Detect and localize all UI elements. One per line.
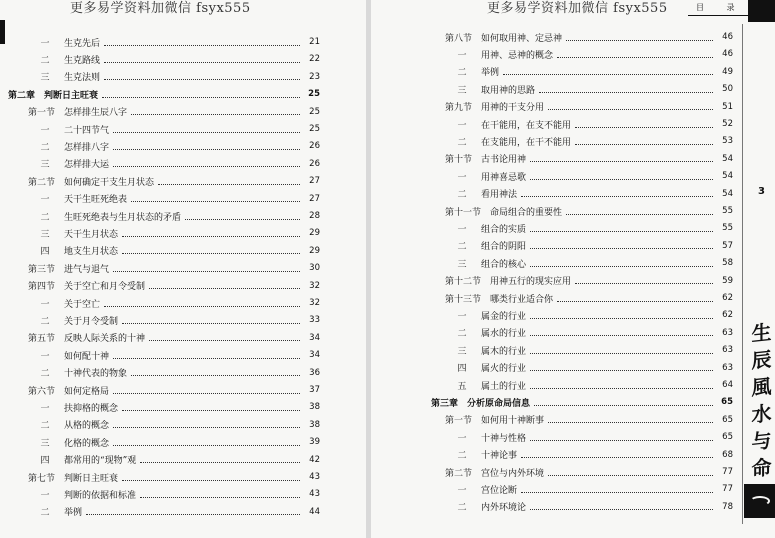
toc-entry-title: 属金的行业 [481,311,527,322]
dot-leader [575,127,713,128]
toc-entry-page: 57 [722,240,733,251]
toc-entry-page: 64 [722,380,733,390]
toc-entry-number: 二 [40,142,50,153]
toc-entry-title: 生克法则 [64,73,101,84]
toc-entry-page: 34 [309,332,320,343]
toc-entry-number: 三 [40,160,50,171]
toc-entry-number: 一 [457,311,467,322]
toc-entry [28,278,320,294]
dot-leader [140,497,300,498]
dot-leader [548,422,713,423]
toc-entry-title: 第九节 用神的干支分用 [445,103,545,114]
dot-leader [548,109,713,110]
toc-entry-title: 关于空亡 [64,299,101,310]
toc-entry-title: 从格的概念 [64,421,110,432]
toc-entry-number: 二 [40,55,50,66]
toc-entry [453,238,733,254]
toc-entry [36,191,320,207]
dot-leader [530,266,713,267]
dot-leader [102,97,300,98]
side-divider-line [742,24,743,524]
dot-leader [131,375,300,376]
toc-entry-page: 62 [722,293,733,303]
toc-entry [453,220,733,236]
dot-leader [104,306,300,307]
corner-tab-decoration [748,0,775,22]
toc-entry-page: 58 [722,258,733,269]
dot-leader [122,410,300,411]
dot-leader [557,57,713,58]
toc-entry [36,225,320,241]
toc-entry-page: 54 [722,153,733,164]
toc-entry [453,325,733,341]
toc-entry-page: 68 [722,449,733,460]
toc-entry-page: 51 [722,101,733,112]
dot-leader [530,179,713,180]
toc-entry-number: 一 [457,433,467,444]
toc-entry [445,203,733,219]
dot-leader [539,92,713,93]
dot-leader [530,370,713,371]
toc-entry-page: 21 [309,37,320,47]
dot-leader [530,509,713,510]
toc-entry-page: 28 [309,211,320,221]
toc-entry-page: 54 [722,171,733,182]
dot-leader [566,214,713,215]
toc-entry [453,64,733,80]
toc-entry-title: 十神与性格 [481,433,527,444]
toc-entry-number: 一 [457,120,467,131]
toc-entry-number: 一 [40,38,50,49]
toc-entry-page: 38 [309,402,320,413]
toc-entry-title: 举例 [481,68,500,79]
toc-entry [453,481,733,497]
toc-entry-page: 25 [309,124,320,134]
toc-entry-page: 46 [722,49,733,60]
toc-entry [453,447,733,463]
toc-entry [36,347,320,363]
toc-entry-number: 二 [40,316,50,327]
toc-entry-number: 四 [457,364,467,375]
toc-entry [453,255,733,271]
toc-entry-title: 天干生月状态 [64,229,119,240]
toc-entry-page: 25 [309,106,320,117]
toc-entry-number: 三 [457,346,467,357]
toc-entry [36,243,320,259]
toc-entry [445,151,733,167]
toc-entry-number: 二 [40,421,50,432]
dot-leader [530,335,713,336]
toc-entry-number: 二 [457,68,467,79]
toc-entry-title: 第一节 如何用十神断事 [445,416,545,427]
toc-entry [445,99,733,115]
dot-leader [149,340,300,341]
toc-entry-number: 二 [40,508,50,519]
dot-leader [158,184,300,185]
toc-entry [453,116,733,132]
toc-entry-title: 第八节 如何取用神、定忌神 [445,33,563,44]
toc-entry [36,156,320,172]
toc-entry-title: 第七节 判断日主旺衰 [28,473,119,484]
toc-entry-page: 78 [722,501,733,512]
toc-entry-title: 第二节 宫位与内外环境 [445,468,545,479]
toc-entry-title: 组合的阴阳 [481,242,527,253]
dot-leader [521,196,713,197]
toc-entry-title: 属木的行业 [481,346,527,357]
toc-entry [453,168,733,184]
toc-entry-page: 39 [309,437,320,448]
watermark-text: 更多易学资料加微信 fsyx555 [70,1,251,16]
toc-entry [36,399,320,415]
toc-entry-title: 第十二节 用神五行的现实应用 [445,277,572,288]
toc-entry-title: 在支能用，在干不能用 [481,137,572,148]
toc-entry [36,208,320,224]
toc-entry-title: 生克路线 [64,55,101,66]
toc-entry-page: 26 [309,158,320,169]
dot-leader [104,62,300,63]
toc-entry-page: 32 [309,298,320,308]
toc-entry-page: 65 [721,397,733,408]
toc-entry-title: 属火的行业 [481,364,527,375]
dot-leader [530,440,713,441]
toc-entry [36,312,320,328]
dot-leader [113,393,300,394]
toc-entry-page: 27 [309,176,320,187]
ornament-icon [744,484,775,518]
toc-entry-page: 55 [722,223,733,234]
dot-leader [104,79,300,80]
toc-entry-title: 地支生月状态 [64,247,119,258]
toc-entry [445,464,733,480]
toc-entry [36,34,320,50]
toc-entry [453,81,733,97]
toc-entry [36,452,320,468]
toc-entry-page: 59 [722,275,733,286]
toc-entry-title: 第三节 进气与退气 [28,264,110,275]
dot-leader [534,405,713,406]
toc-entry-number: 三 [457,259,467,270]
toc-entry [36,51,320,67]
toc-entry-page: 43 [309,489,320,500]
toc-entry-title: 怎样排八字 [64,142,110,153]
toc-entry-title: 生旺死绝表与生月状态的矛盾 [64,212,182,223]
toc-entry-title: 十神代表的物象 [64,369,128,380]
left-page [0,0,366,538]
dot-leader [521,492,713,493]
toc-entry [36,138,320,154]
toc-entry [453,307,733,323]
toc-entry-number: 五 [457,381,467,392]
toc-entry-title: 属水的行业 [481,329,527,340]
toc-entry-page: 23 [309,71,320,82]
toc-entry-title: 第十一节 命局组合的重要性 [445,207,563,218]
toc-entry-page: 36 [309,367,320,378]
toc-entry-title: 第五节 反映人际关系的十神 [28,334,146,345]
toc-entry-title: 第四节 关于空亡和月令受制 [28,282,146,293]
toc-entry-title: 第三章 分析原命局信息 [431,398,531,409]
toc-entry-page: 46 [722,32,733,42]
calligraphy-char: 生 [751,319,772,347]
toc-entry [36,69,320,85]
dot-leader [122,253,300,254]
dot-leader [521,457,713,458]
toc-entry-title: 在干能用，在支不能用 [481,120,572,131]
toc-entry-number: 二 [457,329,467,340]
toc-entry-number: 一 [40,351,50,362]
toc-entry-number: 一 [457,172,467,183]
dot-leader [530,353,713,354]
toc-entry-number: 二 [457,242,467,253]
dot-leader [185,219,300,220]
dot-leader [131,201,300,202]
toc-entry [453,133,733,149]
toc-entry [36,295,320,311]
toc-entry-title: 第十三节 哪类行业适合你 [445,294,554,305]
toc-entry-number: 三 [40,229,50,240]
toc-entry-title: 宫位论断 [481,485,518,496]
dot-leader [104,45,300,46]
toc-entry [28,104,320,120]
toc-entry-title: 举例 [64,508,83,519]
toc-entry-page: 54 [722,188,733,199]
calligraphy-char: 与 [751,427,772,455]
toc-entry [453,377,733,393]
toc-entry-title: 关于月令受制 [64,316,119,327]
toc-entry-page: 42 [309,454,320,465]
dot-leader [113,445,300,446]
toc-entry [36,486,320,502]
toc-entry-page: 43 [309,472,320,482]
toc-entry [453,46,733,62]
toc-entry [28,330,320,346]
toc-entry [28,382,320,398]
toc-entry-title: 扶抑格的概念 [64,403,119,414]
toc-entry-number: 四 [40,247,50,258]
toc-entry-number: 一 [40,299,50,310]
page-number: 3 [758,186,765,197]
toc-entry-page: 63 [722,327,733,338]
dot-leader [113,132,300,133]
dot-leader [566,40,713,41]
toc-entry-page: 26 [309,141,320,152]
calligraphy-char: 命 [751,454,772,482]
dot-leader [122,323,300,324]
toc-entry-number: 二 [40,212,50,223]
toc-entry-title: 用神、忌神的概念 [481,50,554,61]
toc-entry [453,186,733,202]
side-calligraphy-title [748,319,775,511]
toc-entry-page: 53 [722,136,733,147]
toc-entry-title: 第十节 古书论用神 [445,155,527,166]
toc-entry [36,417,320,433]
toc-entry-number: 一 [457,224,467,235]
dot-leader [530,388,713,389]
toc-entry-page: 22 [309,54,320,65]
calligraphy-char: 水 [751,400,772,428]
toc-entry [445,29,733,45]
toc-entry-page: 32 [309,280,320,291]
dot-leader [530,318,713,319]
toc-entry-number: 一 [40,125,50,136]
toc-entry-page: 65 [722,432,733,443]
toc-entry-number: 二 [457,503,467,514]
toc-entry-title: 取用神的思路 [481,85,536,96]
toc-entry [36,365,320,381]
toc-entry-number: 一 [457,485,467,496]
dot-leader [503,74,713,75]
toc-entry-page: 44 [309,506,320,517]
toc-entry-page: 33 [309,315,320,326]
toc-entry-page: 38 [309,419,320,430]
dot-leader [149,288,300,289]
toc-entry-title: 第二节 如何确定干支生月状态 [28,177,155,188]
dot-leader [86,514,300,515]
dot-leader [113,358,300,359]
dot-leader [575,283,713,284]
toc-entry-page: 27 [309,193,320,204]
calligraphy-char: 辰 [751,346,772,374]
toc-entry-page: 62 [722,310,733,321]
running-header: 目 录 [688,2,750,16]
toc-entry-title: 二十四节气 [64,125,110,136]
toc-entry [445,412,733,428]
toc-entry-number: 二 [40,369,50,380]
dot-leader [113,149,300,150]
toc-entry-title: 看用神法 [481,190,518,201]
toc-entry-title: 化格的概念 [64,438,110,449]
toc-entry-title: 生克先后 [64,38,101,49]
dot-leader [122,236,300,237]
dot-leader [113,271,300,272]
watermark-text: 更多易学资料加微信 fsyx555 [487,1,668,16]
toc-entry-title: 都常用的“现物”观 [64,456,137,467]
dot-leader [140,462,300,463]
toc-entry-number: 三 [457,85,467,96]
toc-entry-title: 第一节 怎样排生辰八字 [28,108,128,119]
toc-entry-page: 52 [722,119,733,129]
toc-entry-page: 77 [722,484,733,495]
toc-entry-number: 一 [457,50,467,61]
toc-entry [445,273,733,289]
dot-leader [575,144,713,145]
toc-entry-page: 63 [722,345,733,356]
toc-entry [36,434,320,450]
toc-entry [431,394,733,410]
toc-entry [28,173,320,189]
dot-leader [131,114,300,115]
toc-entry-number: 一 [40,195,50,206]
toc-entry-page: 55 [722,206,733,216]
toc-entry-page: 29 [309,228,320,239]
dot-leader [530,248,713,249]
toc-entry-number: 四 [40,456,50,467]
dot-leader [530,231,713,232]
dot-leader [113,427,300,428]
toc-entry-title: 第二章 判断日主旺衰 [8,90,99,101]
toc-entry [453,429,733,445]
toc-entry [8,86,320,102]
toc-entry-page: 29 [309,245,320,256]
toc-entry [453,499,733,515]
toc-entry-title: 组合的核心 [481,259,527,270]
page-edge-mark [0,20,5,44]
toc-entry-page: 37 [309,385,320,395]
toc-entry-page: 49 [722,66,733,77]
toc-entry-number: 三 [40,438,50,449]
toc-entry [28,260,320,276]
toc-entry-title: 天干生旺死绝表 [64,195,128,206]
toc-entry [36,121,320,137]
toc-entry [445,290,733,306]
dot-leader [113,166,300,167]
toc-entry-title: 内外环境论 [481,503,527,514]
toc-entry-title: 十神论事 [481,451,518,462]
toc-entry [28,469,320,485]
right-page [371,0,775,538]
toc-entry-page: 77 [722,467,733,477]
toc-entry-number: 二 [457,451,467,462]
toc-entry-page: 50 [722,84,733,95]
calligraphy-char: 風 [751,373,772,401]
toc-entry-title: 用神喜忌歌 [481,172,527,183]
toc-entry-title: 判断的依据和标准 [64,490,137,501]
dot-leader [122,480,300,481]
toc-entry-number: 二 [457,190,467,201]
toc-entry-page: 34 [309,350,320,361]
toc-entry-title: 组合的实质 [481,224,527,235]
dot-leader [530,161,713,162]
toc-entry-page: 30 [309,263,320,274]
dot-leader [548,475,713,476]
toc-entry-number: 一 [40,403,50,414]
toc-entry-number: 一 [40,490,50,501]
toc-entry-page: 25 [308,89,320,100]
toc-entry-number: 二 [457,137,467,148]
toc-entry-number: 三 [40,73,50,84]
toc-entry-page: 65 [722,414,733,425]
dot-leader [557,301,713,302]
toc-entry-title: 怎样排大运 [64,160,110,171]
toc-entry [453,360,733,376]
toc-entry-page: 63 [722,362,733,373]
toc-entry [453,342,733,358]
toc-entry-title: 第六节 如何定格局 [28,386,110,397]
toc-entry-title: 如何配十神 [64,351,110,362]
toc-entry-title: 属土的行业 [481,381,527,392]
toc-entry [36,504,320,520]
